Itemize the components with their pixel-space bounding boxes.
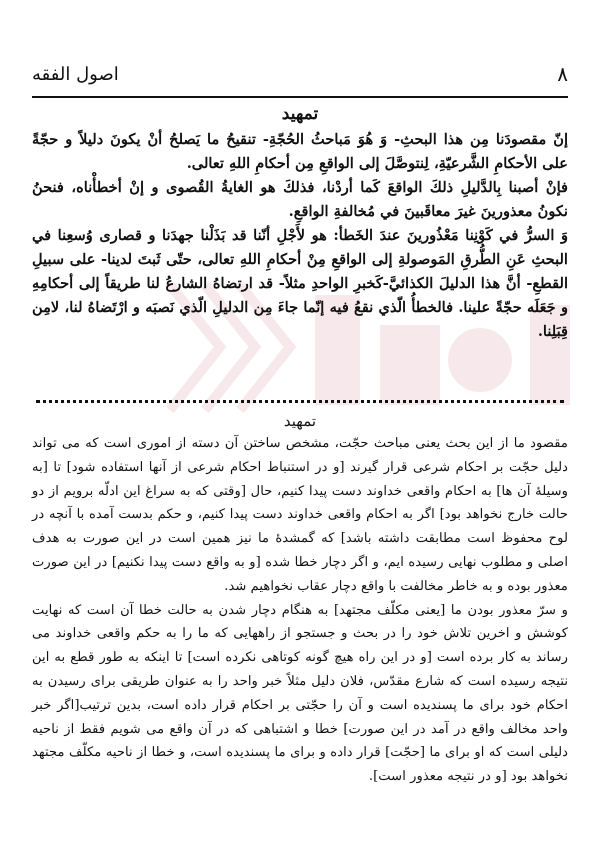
dotted-divider: [36, 400, 564, 403]
arabic-text-section: [32, 104, 568, 344]
book-title: اصول الفقه: [32, 64, 119, 85]
arabic-section-title: تمهيد: [281, 104, 319, 124]
page-number: ۸: [557, 62, 568, 86]
persian-paragraph: و سرّ معذور بودن ما [يعنى مكلّف مجتهد] به هنگام دچار شدن به حالت خطا آن است كه نهايت كوشش و اخرين تلاش خود را در بحث و جستجو از راههايى كه ما را به حكم واقعى خداوند مى رساند به كار برده است [و در اين راه هيچ گونه كوتاهى نكرده است] تا اينكه به طور قطع به اين نتيجه رسيده است كه شارع مقدّس، فلان دليل مثلاً خبر واحد را به عنوان طريقى براى رسيدن به احكام خود براى ما پسنديده است و آن را حجّتى بر احكام قرار داده است، بدين ترتيب[اگر خبر واحد مخالف واقع در آمد در اين صورت] خطا و اشتباهى كه در آن واقع مى شويم فقط از ناحيه دليلى است كه او براى ما [حجّت] قرار داده و براى ما پسنديده است، و خطا از ناحيه مكلّف مجتهد نخواهد بود [و در نتيجه معذور است].: [32, 602, 568, 785]
persian-section-title: تمهيد: [283, 412, 317, 430]
arabic-paragraph: إنّ مقصودَنا مِن هذا البحثِ- وَ هُوَ مَباحثُ الحُجّةِ- تنقيحُ ما يَصلحُ أنْ يكونَ دليلاً و حجّةً على الأحكامِ الشَّرعيّةِ، لِنتوصَّلَ إلى الواقعِ مِن أحكامِ اللهِ تعالى.: [32, 131, 568, 172]
arabic-paragraph: وَ السرُّ في كَوْنِنا مَعْذُورينَ عندَ الخَطأ: هو لأَجْلِ أنّنا قد بَذَلْنا جهدَنا و قصارى وُسعِنا في البحثِ عَنِ الطُّرقِ المَوصولةِ إلى الواقعِ مِنْ أحكامِ اللهِ تعالى، حتّى ثَبتَ لدينا- على سبيلِ القطعِ- أنَّ هذا الدليلَ الكذائيَّ-كَخبرِ الواحدِ مثلاً- قد ارتضاهُ الشارعُ لنا طريقاً إلى أحكامِهِ و جَعَلَه حجّةً علينا. فالخطأُ الّذي نقعُ فيه إنّما جاءَ مِن الدليلِ الّذي نَصبَه و ارْتَضاهُ لنا، لامِن قِبَلِنا.: [32, 227, 568, 340]
arabic-paragraph: فإنْ أصبنا بِالدَّليلِ ذلكَ الواقعَ كَما أردْنا، فذلكَ هو الغايةُ القُصوى و إنْ أخطأْناه، فنحنُ نكونُ معذورينَ غيرَ معاقَبينَ في مُخالفةِ الواقعِ.: [32, 179, 568, 220]
header-rule: [32, 96, 568, 98]
persian-paragraph: مقصود ما از اين بحث يعنى مباحث حجّت، مشخص ساختن آن دسته از امورى است كه مى تواند دليل حجّت بر احكام شرعى قرار گيرند [و در استنباط احكام شرعى از آنها استفاده شود] تا [به وسيلهٔ آن ها] به احكام واقعى خداوند دست پيدا كنيم، حال [وقتى كه به سراغ اين ادلّه برويم از دو حالت خارج نخواهد بود] اگر به احكام واقعى خداوند دست پيدا كنيم، و حكم بدست آمده با آنچه در لوح محفوظ است مطابقت داشته باشد] كه گمشدهٔ ما نيز همين است در اين صورت به هدف اصلى و مطلوب نهايى رسيده ايم، و اگر دچار خطا شده [و به واقع دست پيدا نكنيم] در اين صورت معذور بوده و به خاطر مخالفت با واقع دچار عقاب نخواهيم شد.: [32, 436, 568, 594]
page-header: [32, 62, 568, 88]
persian-translation-section: [32, 412, 568, 789]
